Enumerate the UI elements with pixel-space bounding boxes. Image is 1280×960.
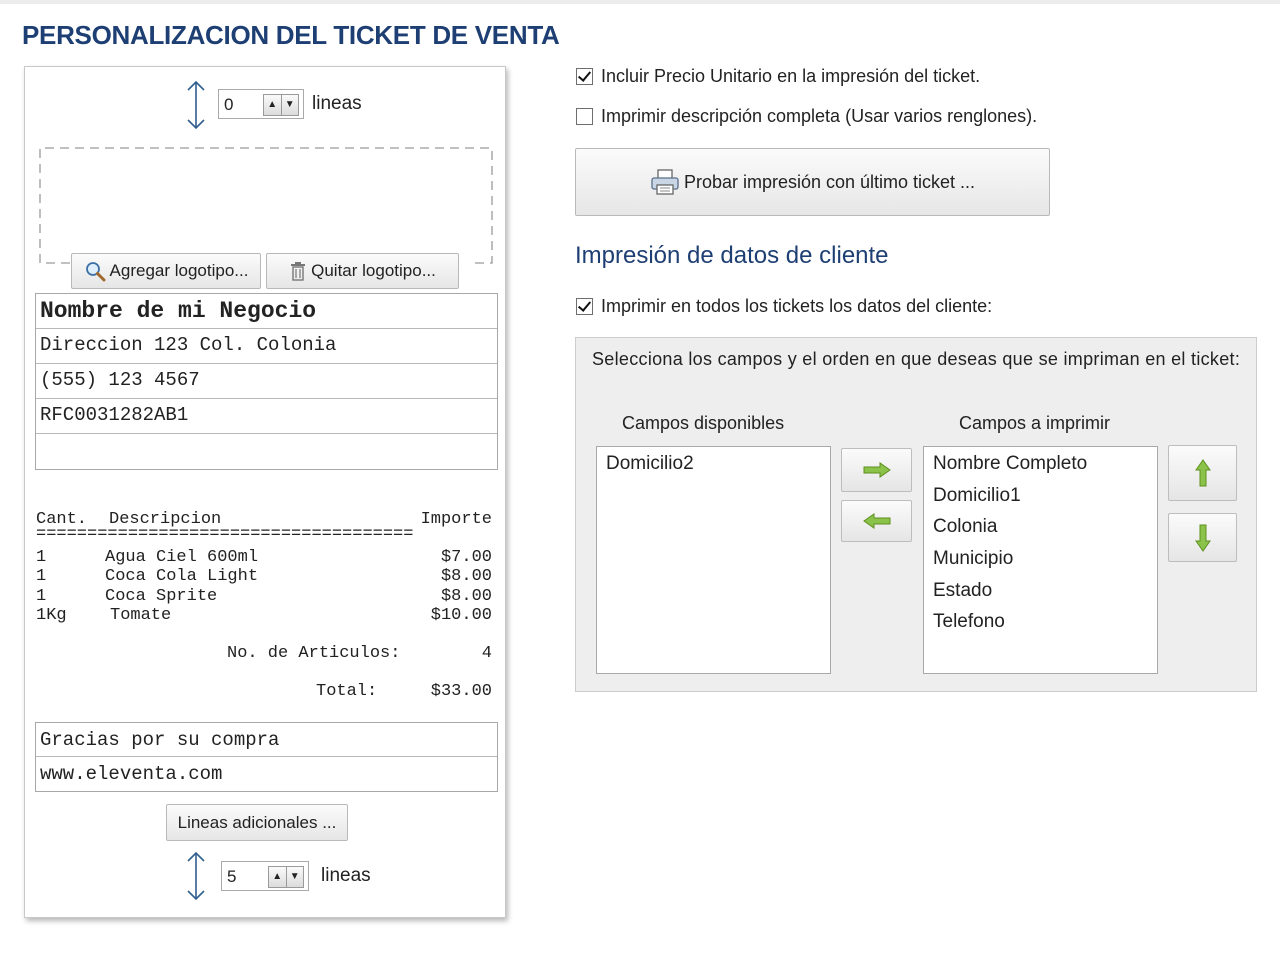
move-right-button[interactable]	[841, 448, 912, 492]
ticket-preview	[24, 66, 506, 918]
remove-logo-button[interactable]: Quitar logotipo...	[266, 253, 459, 289]
col-desc-header: Descripcion	[109, 510, 222, 529]
ticket-header-lines	[35, 293, 498, 470]
website-line[interactable]: www.eleventa.com	[40, 763, 223, 785]
separator-line: =====================================	[36, 529, 414, 541]
articles-count-row	[36, 644, 492, 663]
selected-fields-list[interactable]	[923, 446, 1158, 674]
col-amount-header: Importe	[420, 510, 492, 529]
ticket-item-row: 1 Agua Ciel 600ml $7.00	[36, 548, 492, 567]
bottom-lines-input[interactable]: 5 ▲ ▼	[221, 861, 309, 891]
vertical-arrows-icon	[185, 850, 207, 902]
articles-label: No. de Articulos:	[227, 644, 401, 663]
customer-section-title: Impresión de datos de cliente	[575, 242, 889, 269]
bottom-lines-label: lineas	[321, 865, 371, 886]
bottom-lines-stepper[interactable]	[268, 866, 304, 888]
move-down-button[interactable]	[1168, 513, 1237, 562]
extra-lines-button[interactable]: Lineas adicionales ...	[166, 804, 348, 841]
vertical-arrows-icon	[185, 79, 207, 131]
spin-down-icon[interactable]: ▼	[286, 867, 304, 887]
list-item[interactable]: Municipio	[933, 548, 1014, 570]
business-name-line[interactable]: Nombre de mi Negocio	[36, 294, 497, 329]
arrow-right-icon	[862, 462, 892, 478]
total-row	[36, 682, 492, 701]
list-item[interactable]: Nombre Completo	[933, 453, 1088, 474]
total-value: $33.00	[430, 682, 492, 701]
rfc-line[interactable]: RFC0031282AB1	[36, 399, 497, 434]
list-item[interactable]: Estado	[933, 579, 993, 601]
page-title: PERSONALIZACION DEL TICKET DE VENTA	[22, 20, 560, 50]
top-lines-spinner	[218, 89, 362, 119]
ticket-footer-lines	[35, 722, 498, 792]
top-edge	[0, 0, 1280, 4]
full-description-checkbox[interactable]: Imprimir descripción completa (Usar varios renglones).	[576, 106, 1037, 127]
spin-up-icon[interactable]: ▲	[272, 871, 283, 882]
arrow-up-icon	[1195, 458, 1211, 488]
add-logo-button[interactable]: Agregar logotipo...	[71, 253, 261, 289]
col-qty-header: Cant.	[36, 510, 88, 529]
ticket-item-row: 1Kg Tomate $10.00	[36, 606, 492, 625]
ticket-item-row: 1 Coca Sprite $8.00	[36, 587, 492, 606]
checkbox-checked[interactable]	[576, 298, 593, 315]
total-label: Total:	[316, 682, 378, 701]
thanks-line[interactable]: Gracias por su compra	[36, 723, 497, 757]
list-item[interactable]: Colonia	[933, 516, 998, 538]
list-item[interactable]: Domicilio2	[606, 453, 694, 474]
printer-icon	[650, 168, 680, 196]
arrow-left-icon	[862, 513, 892, 529]
available-fields-title: Campos disponibles	[622, 413, 785, 433]
checkbox-checked[interactable]	[576, 68, 593, 85]
articles-value: 4	[481, 644, 492, 663]
spin-up-icon[interactable]: ▲	[267, 99, 278, 110]
phone-line[interactable]: (555) 123 4567	[36, 364, 497, 399]
empty-header-line[interactable]	[36, 434, 497, 469]
top-lines-label: lineas	[312, 93, 362, 114]
fields-instructions: Selecciona los campos y el orden en que deseas que se impriman en el ticket:	[592, 349, 1241, 369]
customer-fields-panel	[575, 337, 1257, 692]
checkbox-unchecked[interactable]	[576, 108, 593, 125]
arrow-down-icon	[1195, 523, 1211, 553]
list-item[interactable]: Domicilio1	[933, 484, 1021, 506]
list-item[interactable]: Telefono	[933, 611, 1005, 633]
print-customer-data-checkbox[interactable]: Imprimir en todos los tickets los datos del cliente:	[576, 296, 992, 317]
items-column-headers	[36, 510, 492, 529]
top-lines-input[interactable]: 0 ▲ ▼	[218, 89, 304, 119]
magnifier-icon	[84, 260, 106, 282]
selected-fields-title: Campos a imprimir	[959, 413, 1111, 433]
top-lines-stepper[interactable]	[263, 94, 299, 116]
move-up-button[interactable]	[1168, 445, 1237, 501]
spin-down-icon[interactable]: ▼	[281, 95, 299, 115]
address-line[interactable]: Direccion 123 Col. Colonia	[36, 329, 497, 364]
move-left-button[interactable]	[841, 500, 912, 542]
ticket-item-row: 1 Coca Cola Light $8.00	[36, 567, 492, 586]
available-fields-list[interactable]	[596, 446, 831, 674]
logo-placeholder	[39, 147, 493, 265]
bottom-lines-spinner	[221, 861, 371, 891]
include-unit-price-checkbox[interactable]: Incluir Precio Unitario en la impresión del ticket.	[576, 66, 980, 87]
trash-icon	[289, 261, 307, 281]
test-print-button[interactable]: Probar impresión con último ticket ...	[575, 148, 1050, 216]
